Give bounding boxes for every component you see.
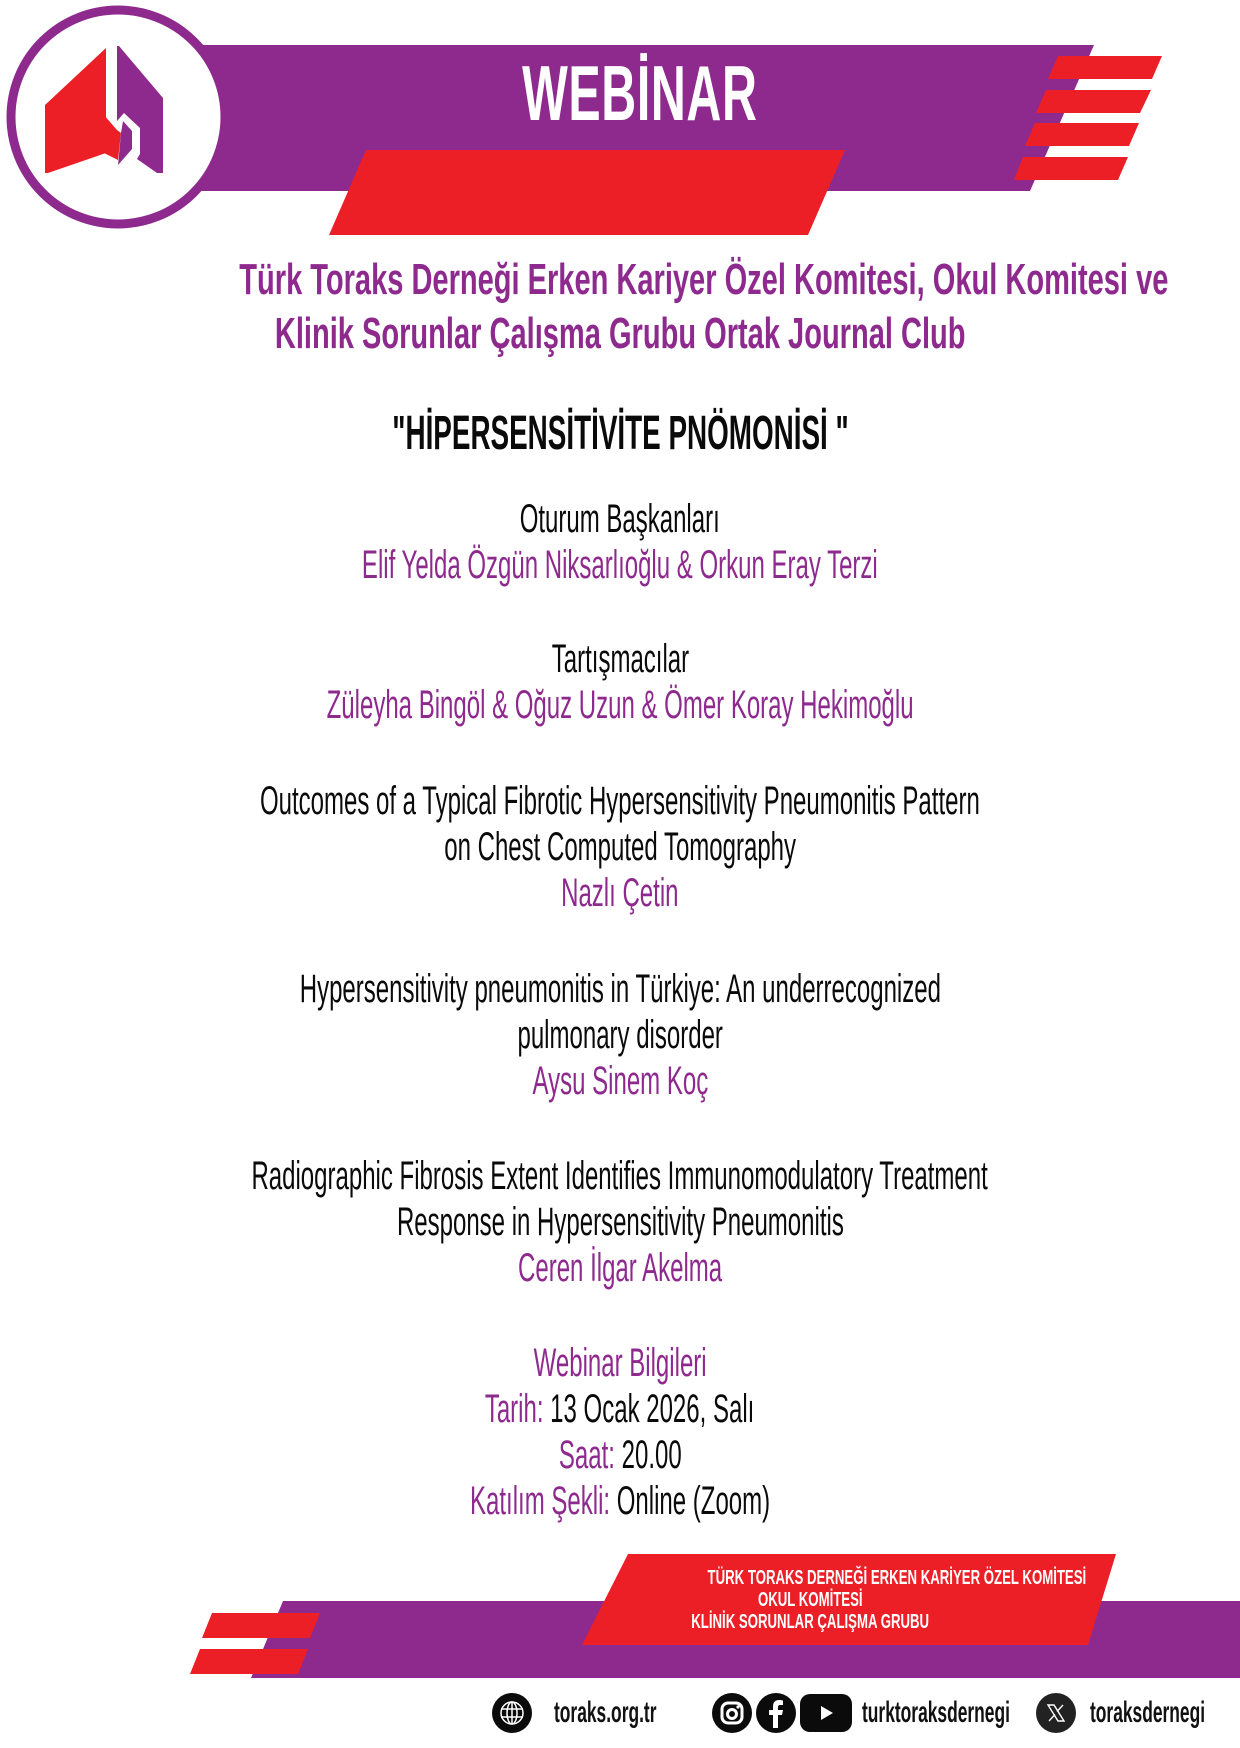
social-handle-text: turktoraksdernegi [862, 1696, 1010, 1729]
website-text: toraks.org.tr [554, 1696, 657, 1729]
paper-1-presenter: Nazlı Çetin [561, 871, 679, 915]
info-heading: Webinar Bilgileri [533, 1341, 707, 1385]
footer-banner-line-1: TÜRK TORAKS DERNEĞİ ERKEN KARİYER ÖZEL KOMİTESİ [707, 1567, 1087, 1589]
paper-3-presenter: Ceren İlgar Akelma [517, 1246, 723, 1290]
header-stripe-3 [1025, 123, 1139, 146]
date-label: Tarih: [485, 1387, 544, 1431]
footer-banner-line-2: OKUL KOMİTESİ [757, 1589, 863, 1611]
paper-3-title-line-1: Radiographic Fibrosis Extent Identifies Immunomodulatory Treatment [251, 1154, 989, 1198]
paper-1-title-line-1: Outcomes of a Typical Fibrotic Hypersensitivity Pneumonitis Pattern [260, 779, 980, 823]
mode-value: Online (Zoom) [609, 1479, 771, 1523]
facebook-icon[interactable] [756, 1693, 796, 1733]
info-date [0, 1386, 1240, 1432]
paper-2-presenter: Aysu Sinem Koç [532, 1059, 708, 1103]
discussants-label: Tartışmacılar [551, 637, 689, 681]
website-link[interactable] [492, 1690, 731, 1736]
paper-2-title-line-2: pulmonary disorder [517, 1013, 723, 1057]
footer-stripe-2 [190, 1649, 308, 1674]
paper-2-title-line-1: Hypersensitivity pneumonitis in Türkiye: An underrecognized [299, 967, 941, 1011]
organizers-line-1: Türk Toraks Derneği Erken Kariyer Özel Komitesi, Okul Komitesi ve [239, 255, 1169, 304]
globe-icon [492, 1693, 532, 1733]
organizers-line-2: Klinik Sorunlar Çalışma Grubu Ortak Journal Club [274, 309, 966, 358]
instagram-icon[interactable] [712, 1693, 752, 1733]
x-account-link[interactable] [1036, 1690, 1240, 1736]
header-stripe-4 [1014, 157, 1128, 180]
paper-1-title-line-2: on Chest Computed Tomography [444, 825, 796, 869]
x-handle-text: toraksdernegi [1090, 1696, 1206, 1729]
info-mode [0, 1478, 1240, 1524]
header-stripe-1 [1048, 56, 1162, 79]
header-stripe-2 [1036, 90, 1151, 113]
chairs-names: Elif Yelda Özgün Niksarlıoğlu & Orkun Eray Terzi [362, 543, 878, 587]
footer-banner-line-3: KLİNİK SORUNLAR ÇALIŞMA GRUBU [691, 1611, 929, 1633]
chairs-label: Oturum Başkanları [519, 497, 721, 541]
discussants-names: Züleyha Bingöl & Oğuz Uzun & Ömer Koray Hekimoğlu [326, 683, 914, 727]
footer-stripe-1 [202, 1613, 320, 1638]
topic-title: "HİPERSENSİTİVİTE PNÖMONİSİ " [391, 407, 849, 460]
info-time [0, 1432, 1240, 1478]
x-icon [1036, 1693, 1076, 1733]
date-value: 13 Ocak 2026, Salı [543, 1387, 755, 1431]
paper-3-title-line-2: Response in Hypersensitivity Pneumonitis [396, 1200, 844, 1244]
header-red-band [329, 150, 845, 235]
time-value: 20.00 [614, 1433, 682, 1477]
youtube-icon[interactable] [800, 1694, 852, 1732]
webinar-title: WEBİNAR [522, 49, 758, 137]
time-label: Saat: [558, 1433, 615, 1477]
mode-label: Katılım Şekli: [469, 1479, 610, 1523]
